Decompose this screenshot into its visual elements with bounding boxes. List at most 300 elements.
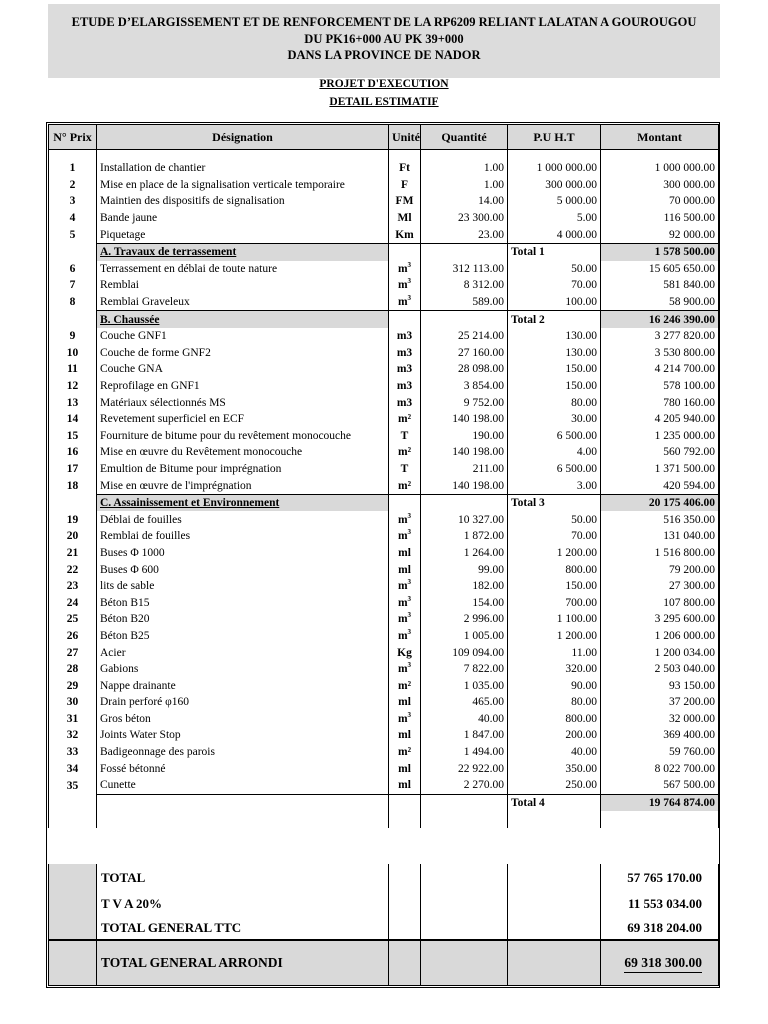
- unit-price: 320.00: [508, 661, 601, 678]
- quantity: 14.00: [421, 193, 508, 210]
- document-header: [48, 4, 720, 78]
- unit: Ml: [397, 212, 412, 225]
- quantity: 28 098.00: [421, 361, 508, 378]
- unit-cell: [389, 611, 421, 628]
- price-number: 29: [49, 677, 97, 694]
- subtotal-label: Total 2: [508, 311, 601, 328]
- amount: 3 295 600.00: [601, 611, 719, 628]
- unit-price: 70.00: [508, 528, 601, 545]
- unit-exponent: 3: [407, 511, 412, 520]
- unit-price: 30.00: [508, 411, 601, 428]
- summary-table: [48, 864, 719, 986]
- unit-cell: [389, 578, 421, 595]
- price-number: 35: [49, 777, 97, 794]
- header-line-1: ETUDE D’ELARGISSEMENT ET DE RENFORCEMENT DE LA RP6209 RELIANT LALATAN A GOUROUGOU: [71, 15, 697, 29]
- unit-price: 5.00: [508, 210, 601, 227]
- amount: 4 214 700.00: [601, 361, 719, 378]
- price-number: 14: [49, 411, 97, 428]
- subtotal-row: [49, 311, 719, 328]
- designation: Acier: [97, 644, 389, 661]
- summary-total-value: 57 765 170.00: [601, 864, 719, 892]
- unit: m: [397, 613, 408, 626]
- quantity: 140 198.00: [421, 477, 508, 494]
- price-number: 17: [49, 461, 97, 478]
- quantity: 99.00: [421, 561, 508, 578]
- designation: Couche GNF1: [97, 328, 389, 345]
- unit-exponent: 3: [407, 611, 412, 620]
- unit: Kg: [397, 646, 412, 659]
- table-row: [49, 644, 719, 661]
- table-row: [49, 661, 719, 678]
- designation: Remblai Graveleux: [97, 294, 389, 311]
- quantity: 7 822.00: [421, 661, 508, 678]
- unit-cell: [389, 777, 421, 794]
- table-row: [49, 561, 719, 578]
- subtotal-row: [49, 794, 719, 811]
- amount: 1 206 000.00: [601, 628, 719, 645]
- designation: Emultion de Bitume pour imprégnation: [97, 461, 389, 478]
- designation: Couche GNA: [97, 361, 389, 378]
- quantity: 10 327.00: [421, 511, 508, 528]
- quantity: 1 872.00: [421, 528, 508, 545]
- unit-exponent: 3: [407, 661, 412, 670]
- table-row: [49, 477, 719, 494]
- unit-price: 50.00: [508, 261, 601, 278]
- price-number: 10: [49, 345, 97, 362]
- table-row: [49, 677, 719, 694]
- table-row: [49, 511, 719, 528]
- col-header-designation: Désignation: [97, 125, 389, 150]
- col-header-num: N° Prix: [49, 125, 97, 150]
- subtotal-label: Total 4: [508, 794, 601, 811]
- table-row: [49, 444, 719, 461]
- price-number: 33: [49, 744, 97, 761]
- section-heading: A. Travaux de terrassement: [97, 243, 389, 260]
- unit-cell: [389, 760, 421, 777]
- subtotal-qty-cell: [421, 243, 508, 260]
- table-row: [49, 594, 719, 611]
- table-row: [49, 177, 719, 194]
- amount: 58 900.00: [601, 294, 719, 311]
- unit-price: 80.00: [508, 394, 601, 411]
- unit-cell: [389, 394, 421, 411]
- price-number: 31: [49, 711, 97, 728]
- table-header-row: [49, 125, 719, 150]
- quantity: 22 922.00: [421, 760, 508, 777]
- amount: 369 400.00: [601, 727, 719, 744]
- unit-price: 130.00: [508, 345, 601, 362]
- subtotal-unit-cell: [389, 494, 421, 511]
- summary-arrondi-row: [49, 940, 719, 986]
- unit-price: 800.00: [508, 561, 601, 578]
- unit-exponent: 3: [407, 711, 412, 720]
- spacer-row: [49, 811, 719, 828]
- subtotal-qty-cell: [421, 794, 508, 811]
- unit-exponent: 3: [407, 578, 412, 587]
- price-number: 11: [49, 361, 97, 378]
- unit-price: 150.00: [508, 578, 601, 595]
- unit-price: 1 100.00: [508, 611, 601, 628]
- spacer-row: [49, 150, 719, 161]
- subtotal-unit-cell: [389, 311, 421, 328]
- quantity: 1.00: [421, 177, 508, 194]
- unit-price: 150.00: [508, 378, 601, 395]
- unit-cell: [389, 226, 421, 243]
- unit-cell: [389, 428, 421, 445]
- quantity: 589.00: [421, 294, 508, 311]
- unit-cell: [389, 545, 421, 562]
- table-row: [49, 777, 719, 794]
- price-number: 30: [49, 694, 97, 711]
- unit: m: [397, 596, 408, 609]
- amount: 131 040.00: [601, 528, 719, 545]
- unit-price: 350.00: [508, 760, 601, 777]
- table-row: [49, 744, 719, 761]
- unit-exponent: 3: [407, 628, 412, 637]
- price-number: 13: [49, 394, 97, 411]
- unit: ml: [398, 546, 411, 559]
- summary-ttc-label: TOTAL GENERAL TTC: [97, 916, 389, 940]
- quantity: 190.00: [421, 428, 508, 445]
- unit-price: 40.00: [508, 744, 601, 761]
- table-row: [49, 277, 719, 294]
- price-number: 20: [49, 528, 97, 545]
- quantity: 312 113.00: [421, 261, 508, 278]
- unit-price: 11.00: [508, 644, 601, 661]
- price-number: 24: [49, 594, 97, 611]
- unit-cell: [389, 661, 421, 678]
- amount: 37 200.00: [601, 694, 719, 711]
- designation: lits de sable: [97, 578, 389, 595]
- unit: m: [397, 580, 408, 593]
- designation: Badigeonnage des parois: [97, 744, 389, 761]
- unit-price: 3.00: [508, 477, 601, 494]
- unit: ml: [398, 729, 411, 742]
- price-number: 32: [49, 727, 97, 744]
- subtotal-qty-cell: [421, 311, 508, 328]
- quantity: 1 494.00: [421, 744, 508, 761]
- unit-cell: [389, 345, 421, 362]
- amount: 581 840.00: [601, 277, 719, 294]
- summary-ttc-row: [49, 916, 719, 940]
- amount: 32 000.00: [601, 711, 719, 728]
- section-heading: C. Assainissement et Environnement: [97, 494, 389, 511]
- quantity: 1 847.00: [421, 727, 508, 744]
- unit-price: 80.00: [508, 694, 601, 711]
- unit: m3: [396, 346, 413, 359]
- amount: 4 205 940.00: [601, 411, 719, 428]
- price-number: 6: [49, 261, 97, 278]
- unit-cell: [389, 694, 421, 711]
- amount: 1 000 000.00: [601, 160, 719, 177]
- summary-total-label: TOTAL: [97, 864, 389, 892]
- designation: Remblai: [97, 277, 389, 294]
- price-number: 16: [49, 444, 97, 461]
- designation: Maintien des dispositifs de signalisation: [97, 193, 389, 210]
- unit-price: 50.00: [508, 511, 601, 528]
- unit-cell: [389, 528, 421, 545]
- table-row: [49, 394, 719, 411]
- designation: Fossé bétonné: [97, 760, 389, 777]
- unit-cell: [389, 210, 421, 227]
- summary-tva-row: [49, 892, 719, 916]
- quantity: 27 160.00: [421, 345, 508, 362]
- col-header-quantity: Quantité: [421, 125, 508, 150]
- price-number: 28: [49, 661, 97, 678]
- designation: Déblai de fouilles: [97, 511, 389, 528]
- table-row: [49, 226, 719, 243]
- price-number: 9: [49, 328, 97, 345]
- table-row: [49, 294, 719, 311]
- subtotal-value: 19 764 874.00: [601, 794, 719, 811]
- price-number: 23: [49, 578, 97, 595]
- table-row: [49, 210, 719, 227]
- price-number: 34: [49, 760, 97, 777]
- summary-total-row: [49, 864, 719, 892]
- price-number: 3: [49, 193, 97, 210]
- unit-price: 90.00: [508, 677, 601, 694]
- amount: 70 000.00: [601, 193, 719, 210]
- summary-ttc-value: 69 318 204.00: [601, 916, 719, 940]
- quantity: 2 996.00: [421, 611, 508, 628]
- quantity: 140 198.00: [421, 444, 508, 461]
- quantity: 3 854.00: [421, 378, 508, 395]
- unit-price: 1 200.00: [508, 545, 601, 562]
- col-header-unit-price: P.U H.T: [508, 125, 601, 150]
- amount: 92 000.00: [601, 226, 719, 243]
- table-row: [49, 160, 719, 177]
- quantity: 1 264.00: [421, 545, 508, 562]
- designation: Gros béton: [97, 711, 389, 728]
- unit-cell: [389, 411, 421, 428]
- table-row: [49, 545, 719, 562]
- quantity: 1.00: [421, 160, 508, 177]
- unit: ml: [398, 762, 411, 775]
- unit: m²: [397, 746, 412, 759]
- unit-price: 300 000.00: [508, 177, 601, 194]
- designation: Buses Φ 600: [97, 561, 389, 578]
- designation: Couche de forme GNF2: [97, 345, 389, 362]
- table-row: [49, 611, 719, 628]
- unit-price: 100.00: [508, 294, 601, 311]
- designation: Nappe drainante: [97, 677, 389, 694]
- subtotal-value: 1 578 500.00: [601, 243, 719, 260]
- table-row: [49, 694, 719, 711]
- subtotal-row: [49, 243, 719, 260]
- quantity: 182.00: [421, 578, 508, 595]
- quantity: 23 300.00: [421, 210, 508, 227]
- header-line-2: DU PK16+000 AU PK 39+000: [304, 31, 464, 46]
- unit: m3: [396, 396, 413, 409]
- unit-exponent: 3: [407, 594, 412, 603]
- table-row: [49, 760, 719, 777]
- quantity: 211.00: [421, 461, 508, 478]
- designation: Mise en place de la signalisation verticale temporaire: [97, 177, 389, 194]
- summary-arrondi-value: 69 318 300.00: [624, 955, 702, 973]
- amount: 300 000.00: [601, 177, 719, 194]
- unit-price: 6 500.00: [508, 428, 601, 445]
- table-row: [49, 193, 719, 210]
- unit-cell: [389, 361, 421, 378]
- table-row: [49, 727, 719, 744]
- amount: 2 503 040.00: [601, 661, 719, 678]
- amount: 27 300.00: [601, 578, 719, 595]
- subtotal-num-cell: [49, 243, 97, 260]
- price-number: 4: [49, 210, 97, 227]
- unit-cell: [389, 628, 421, 645]
- table-body: [49, 150, 719, 828]
- table-row: [49, 378, 719, 395]
- amount: 1 516 800.00: [601, 545, 719, 562]
- unit-cell: [389, 561, 421, 578]
- designation: Béton B15: [97, 594, 389, 611]
- price-number: 5: [49, 226, 97, 243]
- designation: Mise en œuvre de l'imprégnation: [97, 477, 389, 494]
- table-row: [49, 628, 719, 645]
- unit: ml: [398, 779, 411, 792]
- unit: Km: [395, 228, 414, 241]
- section-heading: [97, 794, 389, 811]
- unit-cell: [389, 261, 421, 278]
- amount: 567 500.00: [601, 777, 719, 794]
- designation: Gabions: [97, 661, 389, 678]
- unit-price: 250.00: [508, 777, 601, 794]
- unit: FM: [395, 195, 414, 208]
- unit-cell: [389, 294, 421, 311]
- amount: 1 200 034.00: [601, 644, 719, 661]
- designation: Reprofilage en GNF1: [97, 378, 389, 395]
- unit: ml: [398, 563, 411, 576]
- designation: Joints Water Stop: [97, 727, 389, 744]
- unit: m: [397, 530, 408, 543]
- amount: 578 100.00: [601, 378, 719, 395]
- designation: Mise en œuvre du Revêtement monocouche: [97, 444, 389, 461]
- unit-price: 1 200.00: [508, 628, 601, 645]
- unit-cell: [389, 711, 421, 728]
- summary-tva-label: T V A 20%: [97, 892, 389, 916]
- table-row: [49, 345, 719, 362]
- unit: ml: [398, 696, 411, 709]
- unit: Ft: [399, 162, 410, 175]
- header-line-3: DANS LA PROVINCE DE NADOR: [287, 48, 481, 62]
- unit: m3: [396, 380, 413, 393]
- price-number: 12: [49, 378, 97, 395]
- unit-cell: [389, 461, 421, 478]
- unit: m: [397, 629, 408, 642]
- unit-price: 130.00: [508, 328, 601, 345]
- designation: Béton B25: [97, 628, 389, 645]
- unit: m: [397, 513, 408, 526]
- price-number: 2: [49, 177, 97, 194]
- price-number: 27: [49, 644, 97, 661]
- price-number: 21: [49, 545, 97, 562]
- unit-cell: [389, 477, 421, 494]
- table-row: [49, 411, 719, 428]
- unit: m²: [397, 413, 412, 426]
- unit: m3: [396, 363, 413, 376]
- unit-exponent: 3: [407, 261, 412, 270]
- designation: Piquetage: [97, 226, 389, 243]
- unit-price: 150.00: [508, 361, 601, 378]
- unit-cell: [389, 328, 421, 345]
- unit: T: [400, 429, 409, 442]
- unit: m3: [396, 330, 413, 343]
- designation: Terrassement en déblai de toute nature: [97, 261, 389, 278]
- amount: 15 605 650.00: [601, 261, 719, 278]
- unit-price: 200.00: [508, 727, 601, 744]
- subtotal-num-cell: [49, 311, 97, 328]
- subtitle-detail: DETAIL ESTIMATIF: [329, 96, 439, 108]
- price-number: 1: [49, 160, 97, 177]
- subtitle-projet: PROJET D'EXECUTION: [319, 78, 449, 90]
- quantity: 1 035.00: [421, 677, 508, 694]
- unit-price: 800.00: [508, 711, 601, 728]
- amount: 3 277 820.00: [601, 328, 719, 345]
- unit: m: [397, 296, 408, 309]
- table-row: [49, 361, 719, 378]
- unit-cell: [389, 744, 421, 761]
- designation: Béton B20: [97, 611, 389, 628]
- amount: 780 160.00: [601, 394, 719, 411]
- subtotal-qty-cell: [421, 494, 508, 511]
- unit-price: 70.00: [508, 277, 601, 294]
- quantity: 465.00: [421, 694, 508, 711]
- unit-cell: [389, 193, 421, 210]
- subtotal-row: [49, 494, 719, 511]
- quantity: 23.00: [421, 226, 508, 243]
- summary-tva-value: 11 553 034.00: [601, 892, 719, 916]
- price-number: 7: [49, 277, 97, 294]
- unit-cell: [389, 277, 421, 294]
- quantity: 8 312.00: [421, 277, 508, 294]
- designation: Matériaux sélectionnés MS: [97, 394, 389, 411]
- amount: 1 371 500.00: [601, 461, 719, 478]
- unit-cell: [389, 177, 421, 194]
- quantity: 9 752.00: [421, 394, 508, 411]
- price-number: 26: [49, 628, 97, 645]
- col-header-unit: Unité: [389, 125, 421, 150]
- section-heading: B. Chaussée: [97, 311, 389, 328]
- unit: T: [400, 462, 409, 475]
- price-number: 19: [49, 511, 97, 528]
- designation: Bande jaune: [97, 210, 389, 227]
- quantity: 154.00: [421, 594, 508, 611]
- quantity: 2 270.00: [421, 777, 508, 794]
- subtotal-label: Total 1: [508, 243, 601, 260]
- unit-exponent: 3: [407, 294, 412, 303]
- price-number: 22: [49, 561, 97, 578]
- unit-cell: [389, 160, 421, 177]
- amount: 59 760.00: [601, 744, 719, 761]
- table-row: [49, 528, 719, 545]
- unit-price: 4 000.00: [508, 226, 601, 243]
- designation: Drain perforé φ160: [97, 694, 389, 711]
- unit-exponent: 3: [407, 277, 412, 286]
- unit: m: [397, 712, 408, 725]
- subtotal-unit-cell: [389, 794, 421, 811]
- unit-price: 700.00: [508, 594, 601, 611]
- amount: 1 235 000.00: [601, 428, 719, 445]
- designation: Installation de chantier: [97, 160, 389, 177]
- designation: Buses Φ 1000: [97, 545, 389, 562]
- designation: Remblai de fouilles: [97, 528, 389, 545]
- unit-cell: [389, 677, 421, 694]
- table-row: [49, 578, 719, 595]
- amount: 560 792.00: [601, 444, 719, 461]
- summary-arrondi-label: TOTAL GENERAL ARRONDI: [97, 940, 389, 986]
- amount: 79 200.00: [601, 561, 719, 578]
- amount: 8 022 700.00: [601, 760, 719, 777]
